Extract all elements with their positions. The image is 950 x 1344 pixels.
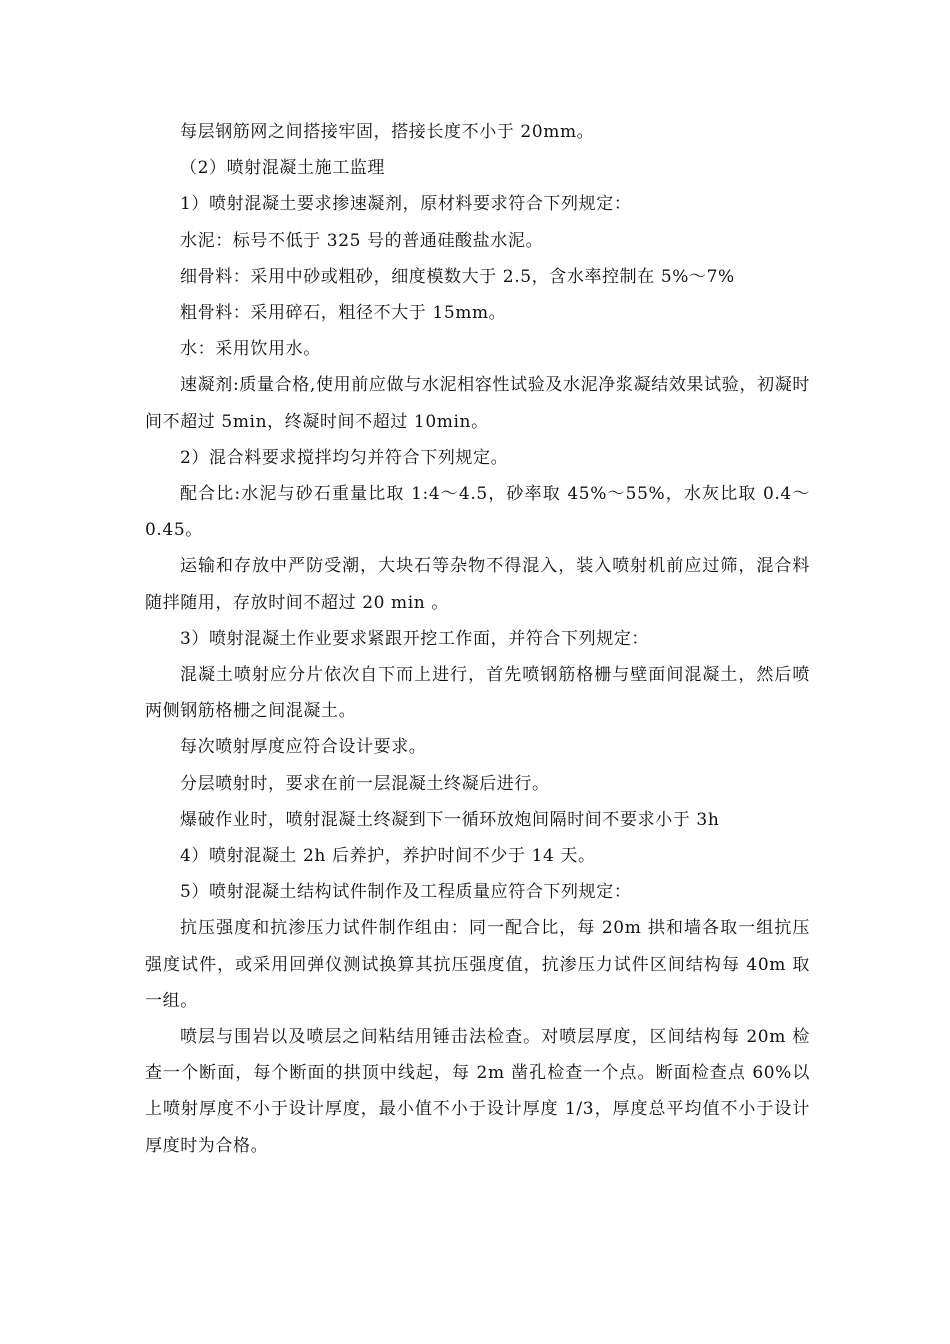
paragraph-layered-spraying: 分层喷射时，要求在前一层混凝土终凝后进行。 [180, 773, 550, 794]
paragraph-transport-storage: 运输和存放中严防受潮，大块石等杂物不得混入，装入喷射机前应过筛，混合料随拌随用，存放时间不超过 20 min 。 [145, 556, 810, 613]
item-4-curing: 4）喷射混凝土 2h 后养护，养护时间不少于 14 天。 [180, 846, 596, 867]
paragraph-cement: 水泥：标号不低于 325 号的普通硅酸盐水泥。 [180, 230, 544, 251]
paragraph-mix-ratio: 配合比:水泥与砂石重量比取 1:4～4.5，砂率取 45%～55%，水灰比取 0.4～0.45。 [145, 484, 810, 541]
document-body [145, 114, 810, 1164]
paragraph-bond-thickness-check: 喷层与围岩以及喷层之间粘结用锤击法检查。对喷层厚度，区间结构每 20m 检查一个断面，每个断面的拱顶中线起，每 2m 凿孔检查一个点。断面检查点 60%以上喷射厚度不小于设计厚度，最小值不小于设计厚度 1/3，厚度总平均值不小于设计厚度时为合格。 [145, 1027, 810, 1156]
paragraph-blasting-interval: 爆破作业时，喷射混凝土终凝到下一循环放炮间隔时间不要求小于 3h [180, 809, 720, 830]
paragraph-fine-aggregate: 细骨料：采用中砂或粗砂，细度模数大于 2.5，含水率控制在 5%～7% [180, 266, 735, 287]
paragraph-spray-thickness: 每次喷射厚度应符合设计要求。 [180, 737, 427, 758]
item-5-specimens-quality: 5）喷射混凝土结构试件制作及工程质量应符合下列规定： [180, 882, 632, 903]
item-3-spraying-operation: 3）喷射混凝土作业要求紧跟开挖工作面，并符合下列规定： [180, 628, 650, 649]
paragraph-water: 水：采用饮用水。 [180, 339, 321, 360]
item-1-accelerator-materials: 1）喷射混凝土要求掺速凝剂，原材料要求符合下列规定： [180, 194, 632, 215]
item-2-mixture: 2）混合料要求搅拌均匀并符合下列规定。 [180, 447, 509, 468]
paragraph-rebar-mesh-lap: 每层钢筋网之间搭接牢固，搭接长度不小于 20mm。 [180, 122, 595, 142]
paragraph-compressive-specimens: 抗压强度和抗渗压力试件制作组由：同一配合比，每 20m 拱和墙各取一组抗压强度试件，或采用回弹仪测试换算其抗压强度值，抗渗压力试件区间结构每 40m 取一组。 [145, 918, 810, 1011]
heading-shotcrete-supervision: （2）喷射混凝土施工监理 [180, 158, 386, 179]
paragraph-spraying-sequence: 混凝土喷射应分片依次自下而上进行，首先喷钢筋格栅与壁面间混凝土，然后喷两侧钢筋格栅之间混凝土。 [145, 665, 810, 722]
paragraph-accelerator: 速凝剂:质量合格,使用前应做与水泥相容性试验及水泥净浆凝结效果试验，初凝时间不超过 5min，终凝时间不超过 10min。 [145, 375, 810, 432]
paragraph-coarse-aggregate: 粗骨料：采用碎石，粗径不大于 15mm。 [180, 303, 507, 324]
